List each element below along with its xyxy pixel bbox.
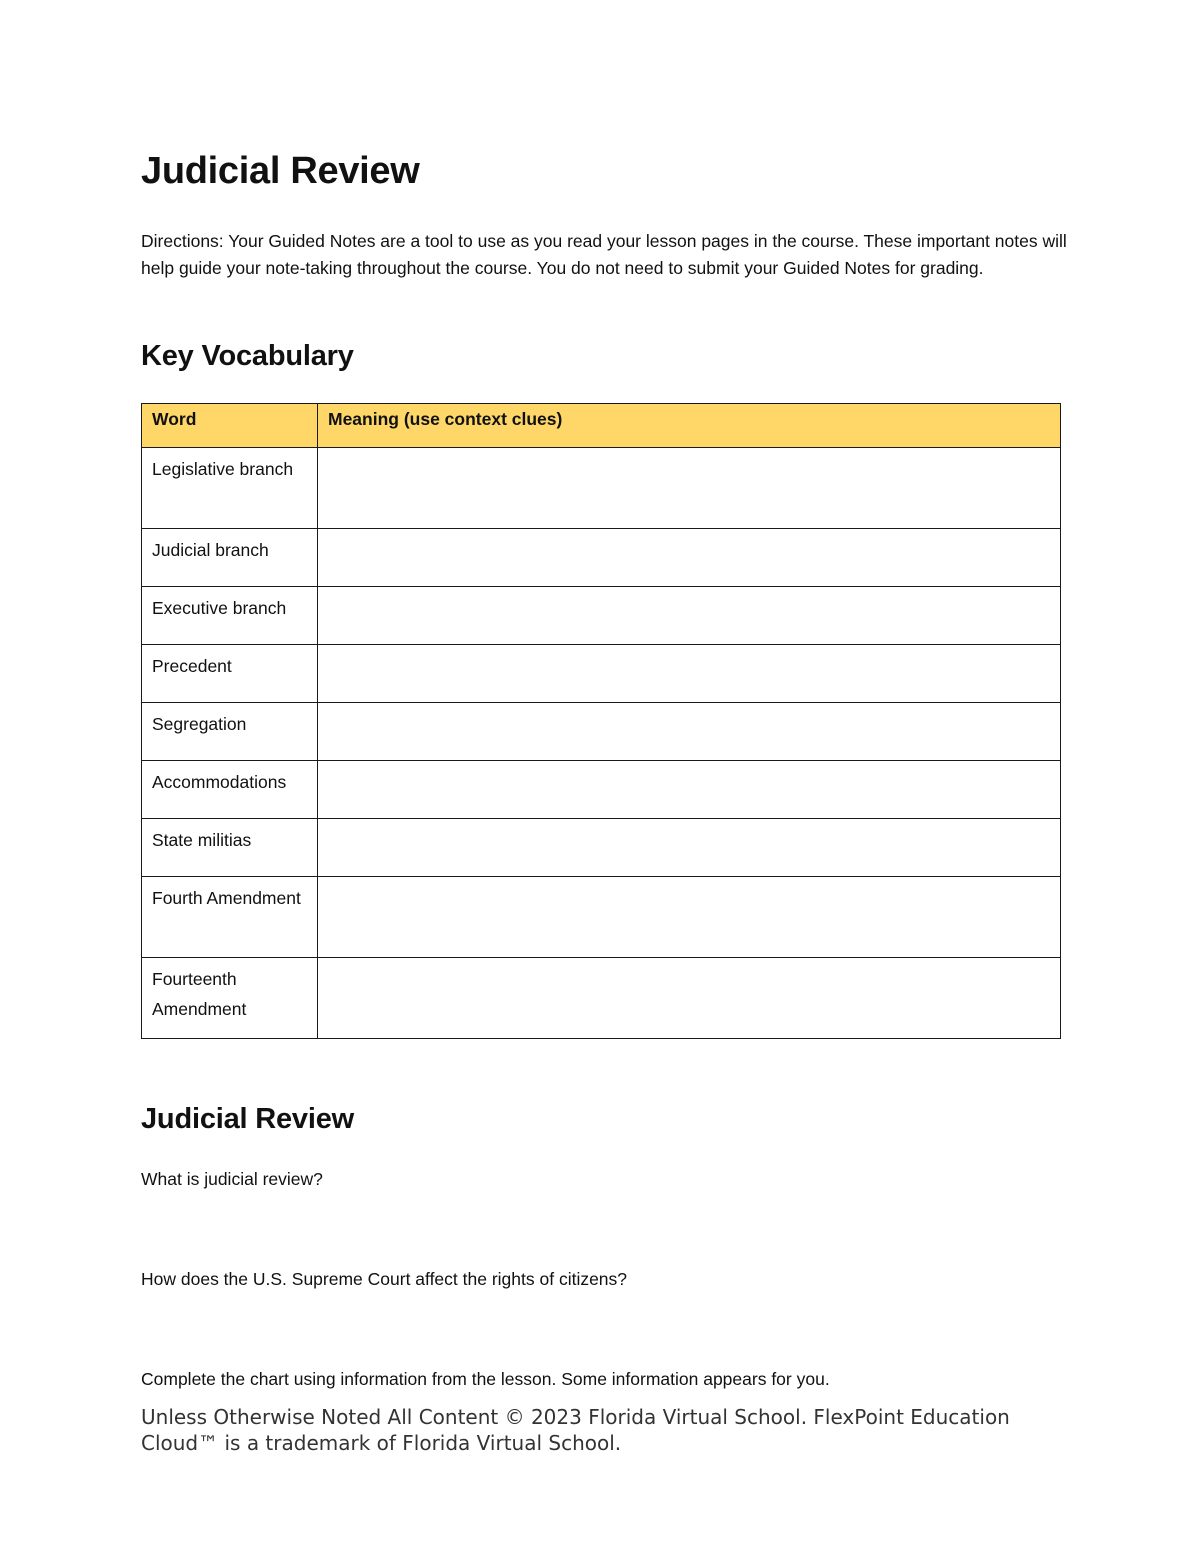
chart-instructions: Complete the chart using information from the lesson. Some information appears for you.: [141, 1369, 830, 1389]
word-cell: Fourteenth Amendment: [142, 958, 318, 1039]
page-title: Judicial Review: [141, 150, 420, 192]
table-row: [142, 587, 1061, 645]
meaning-cell[interactable]: [318, 448, 1061, 529]
table-row: [142, 529, 1061, 587]
meaning-cell[interactable]: [318, 958, 1061, 1039]
table-row: [142, 645, 1061, 703]
word-cell: Executive branch: [142, 587, 318, 645]
meaning-cell[interactable]: [318, 761, 1061, 819]
meaning-cell[interactable]: [318, 529, 1061, 587]
table-row: [142, 877, 1061, 958]
meaning-cell[interactable]: [318, 877, 1061, 958]
table-row: [142, 703, 1061, 761]
meaning-cell[interactable]: [318, 645, 1061, 703]
word-cell: Legislative branch: [142, 448, 318, 529]
directions-text: Directions: Your Guided Notes are a tool to use as you read your lesson pages in the course. These important notes will help guide your note-taking throughout the course. You do not need to submit your Guided Notes for grading.: [141, 231, 1067, 278]
table-row: [142, 819, 1061, 877]
vocabulary-table: [141, 403, 1061, 1039]
word-cell: Judicial branch: [142, 529, 318, 587]
question-supreme-court-rights: How does the U.S. Supreme Court affect the rights of citizens?: [141, 1269, 628, 1289]
word-cell: Fourth Amendment: [142, 877, 318, 958]
meaning-cell[interactable]: [318, 703, 1061, 761]
question-judicial-review: What is judicial review?: [141, 1169, 323, 1189]
judicial-review-heading: Judicial Review: [141, 1103, 354, 1135]
column-header-meaning: Meaning (use context clues): [318, 404, 1061, 448]
column-header-word: Word: [142, 404, 318, 448]
table-row: [142, 958, 1061, 1039]
word-cell: Segregation: [142, 703, 318, 761]
meaning-cell[interactable]: [318, 819, 1061, 877]
table-row: [142, 761, 1061, 819]
table-row: [142, 448, 1061, 529]
word-cell: Precedent: [142, 645, 318, 703]
meaning-cell[interactable]: [318, 587, 1061, 645]
key-vocabulary-heading: Key Vocabulary: [141, 340, 354, 372]
word-cell: State militias: [142, 819, 318, 877]
table-header-row: [142, 404, 1061, 448]
word-cell: Accommodations: [142, 761, 318, 819]
copyright-footer: Unless Otherwise Noted All Content © 2023 Florida Virtual School. FlexPoint Education Cloud™ is a trademark of Florida Virtual School.: [141, 1405, 1010, 1455]
